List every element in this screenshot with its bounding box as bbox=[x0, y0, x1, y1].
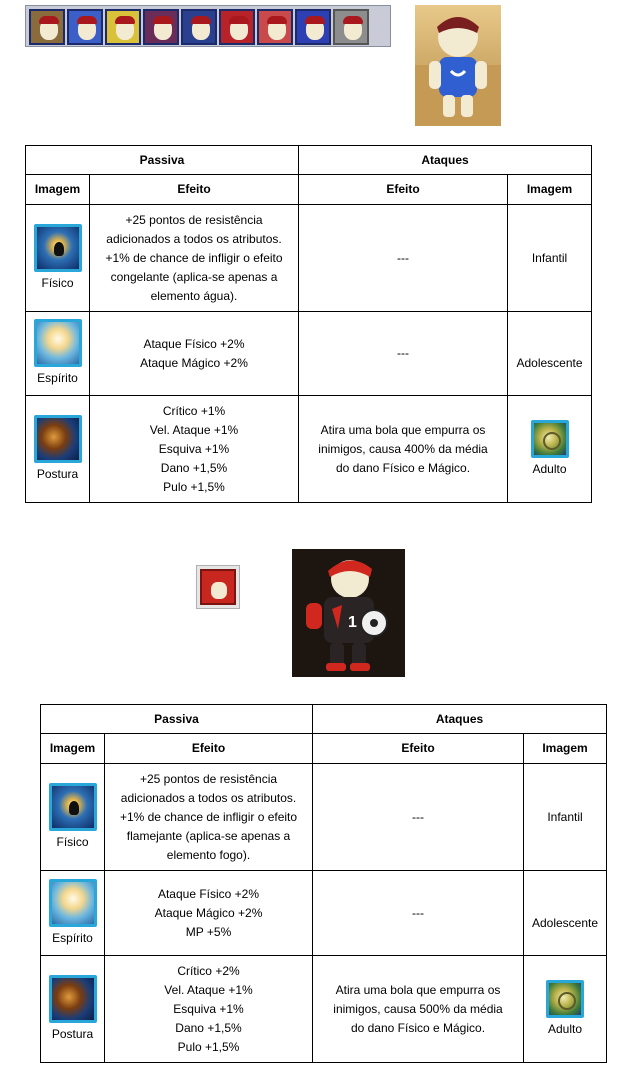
character-portrait-red bbox=[292, 549, 405, 677]
skill-table-red bbox=[40, 704, 607, 1063]
attack-line: inimigos, causa 500% da média bbox=[333, 1001, 503, 1016]
attack-line: --- bbox=[397, 250, 409, 265]
skin-variant-4[interactable] bbox=[143, 9, 179, 45]
effect-line: Dano +1,5% bbox=[175, 1020, 242, 1035]
passive-effect bbox=[90, 205, 299, 312]
attack-line: do dano Físico e Mágico. bbox=[335, 460, 471, 475]
effect-line: Vel. Ataque +1% bbox=[164, 982, 253, 997]
effect-line: MP +5% bbox=[185, 924, 232, 939]
passive-effect bbox=[105, 956, 313, 1063]
effect-line: Ataque Físico +2% bbox=[157, 886, 260, 901]
attack-line: Atira uma bola que empurra os bbox=[335, 982, 501, 997]
table-row bbox=[41, 764, 607, 871]
attacks-header: Ataques bbox=[313, 705, 607, 734]
effect-line: Crítico +2% bbox=[177, 963, 240, 978]
attack-line: --- bbox=[397, 346, 409, 360]
effect-header: Efeito bbox=[313, 734, 524, 764]
skin-variant-7[interactable] bbox=[257, 9, 293, 45]
stage-label: Adolescente bbox=[524, 871, 607, 956]
effect-line: Esquiva +1% bbox=[158, 441, 230, 456]
skin-variant-8[interactable] bbox=[295, 9, 331, 45]
effect-line: +25 pontos de resistência bbox=[139, 771, 278, 786]
attack-effect bbox=[313, 871, 524, 956]
attack-effect bbox=[299, 312, 508, 396]
skin-variant-red-icon bbox=[196, 565, 240, 609]
passive-label: Espírito bbox=[52, 930, 93, 945]
passive-effect bbox=[90, 312, 299, 396]
espirito-icon bbox=[34, 319, 82, 367]
effect-line: adicionados a todos os atributos. bbox=[120, 790, 297, 805]
passive-label: Físico bbox=[56, 834, 89, 849]
attack-effect bbox=[313, 956, 524, 1063]
passive-image-cell bbox=[41, 956, 105, 1063]
table-row bbox=[41, 956, 607, 1063]
skin-variant-5[interactable] bbox=[181, 9, 217, 45]
passive-image-cell bbox=[26, 312, 90, 396]
skin-variant-6[interactable] bbox=[219, 9, 255, 45]
effect-line: adicionados a todos os atributos. bbox=[106, 231, 282, 246]
image-header: Imagem bbox=[41, 734, 105, 764]
passive-effect bbox=[90, 396, 299, 503]
table-row bbox=[26, 205, 592, 312]
passive-effect bbox=[105, 764, 313, 871]
attack-line: --- bbox=[412, 905, 424, 920]
svg-text:1: 1 bbox=[348, 614, 357, 631]
effect-line: Pulo +1,5% bbox=[177, 1039, 240, 1054]
skin-variant-2[interactable] bbox=[67, 9, 103, 45]
effect-line: Dano +1,5% bbox=[160, 460, 228, 475]
passive-label: Espírito bbox=[37, 371, 78, 385]
skin-variant-strip bbox=[25, 5, 391, 47]
fisico-icon bbox=[34, 224, 82, 272]
effect-line: elemento fogo). bbox=[166, 847, 251, 862]
table-row bbox=[41, 871, 607, 956]
passive-header: Passiva bbox=[41, 705, 313, 734]
image-header: Imagem bbox=[508, 175, 592, 205]
attack-line: --- bbox=[412, 809, 424, 824]
stage-label: Infantil bbox=[524, 764, 607, 871]
effect-header: Efeito bbox=[90, 175, 299, 205]
postura-icon bbox=[49, 975, 97, 1023]
table-row bbox=[26, 312, 592, 396]
effect-header: Efeito bbox=[105, 734, 313, 764]
character-portrait-blue bbox=[415, 5, 501, 126]
attack-image-cell bbox=[524, 956, 607, 1063]
passive-image-cell bbox=[41, 764, 105, 871]
effect-line: Pulo +1,5% bbox=[163, 479, 225, 494]
passive-label: Físico bbox=[41, 275, 74, 290]
attack-effect bbox=[299, 396, 508, 503]
effect-line: +1% de chance de infligir o efeito bbox=[105, 250, 283, 265]
effect-line: Esquiva +1% bbox=[173, 1001, 244, 1016]
skin-variant-1[interactable] bbox=[29, 9, 65, 45]
skin-variant-9[interactable] bbox=[333, 9, 369, 45]
attacks-header: Ataques bbox=[299, 146, 592, 175]
attack-effect bbox=[299, 205, 508, 312]
stage-label: Adulto bbox=[532, 461, 567, 476]
skill-table-blue bbox=[25, 145, 592, 503]
effect-line: Ataque Físico +2% bbox=[143, 336, 245, 351]
passive-effect bbox=[105, 871, 313, 956]
stage-label: Infantil bbox=[508, 205, 592, 312]
image-header: Imagem bbox=[26, 175, 90, 205]
effect-line: +1% de chance de infligir o efeito bbox=[119, 809, 298, 824]
image-header: Imagem bbox=[524, 734, 607, 764]
effect-header: Efeito bbox=[299, 175, 508, 205]
attack-effect bbox=[313, 764, 524, 871]
stage-label: Adolescente bbox=[508, 312, 592, 396]
stage-label: Adulto bbox=[547, 1021, 583, 1036]
passive-image-cell bbox=[26, 205, 90, 312]
passive-image-cell bbox=[41, 871, 105, 956]
attack-line: Atira uma bola que empurra os bbox=[320, 422, 486, 437]
effect-line: elemento água). bbox=[150, 288, 238, 303]
soccer-ball-icon bbox=[546, 980, 584, 1018]
effect-line: +25 pontos de resistência bbox=[125, 212, 263, 227]
effect-line: flamejante (aplica-se apenas a bbox=[126, 828, 291, 843]
skin-variant-3[interactable] bbox=[105, 9, 141, 45]
attack-image-cell bbox=[508, 396, 592, 503]
effect-line: Ataque Mágico +2% bbox=[154, 905, 263, 920]
table-row bbox=[26, 396, 592, 503]
passive-label: Postura bbox=[51, 1026, 94, 1041]
passive-image-cell bbox=[26, 396, 90, 503]
postura-icon bbox=[34, 415, 82, 463]
effect-line: Crítico +1% bbox=[162, 403, 226, 418]
effect-line: Vel. Ataque +1% bbox=[149, 422, 239, 437]
soccer-ball-icon bbox=[531, 420, 569, 458]
espirito-icon bbox=[49, 879, 97, 927]
effect-line: Ataque Mágico +2% bbox=[140, 355, 248, 370]
fisico-icon bbox=[49, 783, 97, 831]
attack-line: inimigos, causa 400% da média bbox=[318, 441, 488, 456]
attack-line: do dano Físico e Mágico. bbox=[350, 1020, 486, 1035]
passive-header: Passiva bbox=[26, 146, 299, 175]
effect-line: congelante (aplica-se apenas a bbox=[110, 269, 278, 284]
passive-label: Postura bbox=[36, 466, 79, 481]
